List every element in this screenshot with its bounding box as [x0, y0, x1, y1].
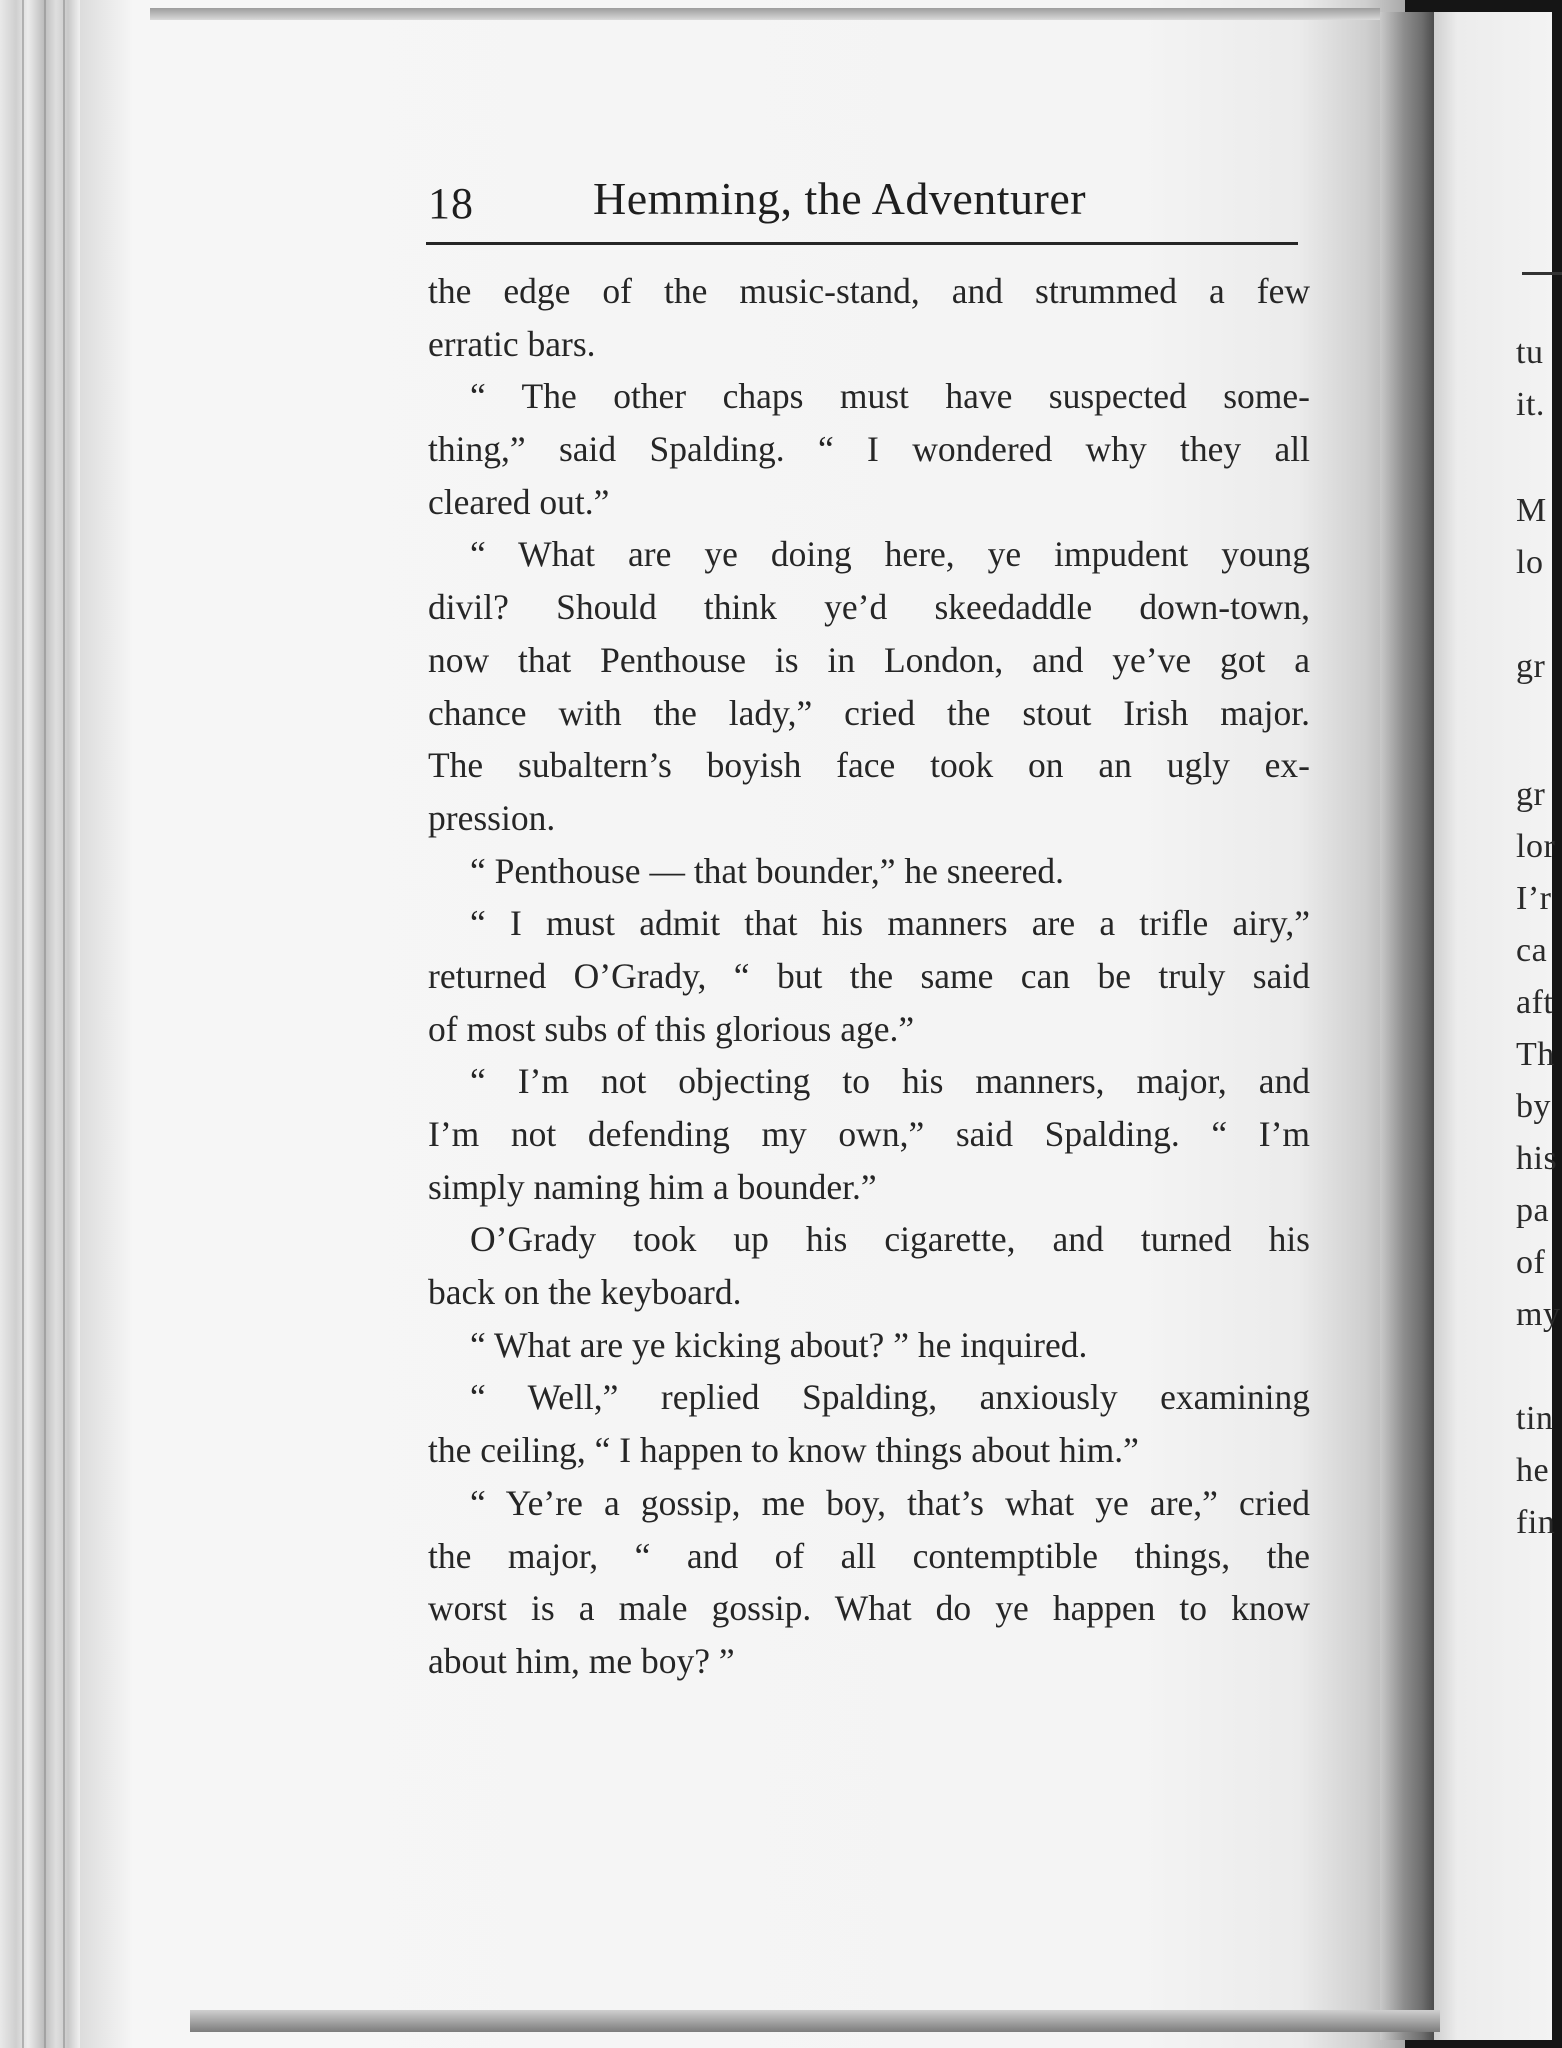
text-line: “ I must admit that his manners are a trifle airy,” [470, 903, 1310, 944]
page-number: 18 [428, 179, 474, 228]
page-bottom-edge [190, 2010, 1440, 2032]
facing-page-fragment: his [1516, 1140, 1558, 1177]
facing-page-fragment: aft [1516, 984, 1554, 1021]
text-line: worst is a male gossip. What do ye happen to know [428, 1588, 1310, 1629]
text-line: now that Penthouse is in London, and ye’ve got a [428, 639, 1310, 680]
body-text [428, 265, 1310, 1688]
text-line: pression. [428, 797, 556, 838]
facing-page-fragment: of [1516, 1244, 1546, 1281]
text-line: back on the keyboard. [428, 1272, 742, 1313]
page-top-edge [150, 8, 1380, 20]
facing-page-fragment: fin [1516, 1504, 1556, 1541]
spine-line [22, 0, 24, 2048]
text-line: erratic bars. [428, 323, 596, 364]
book-spine-edge [0, 0, 80, 2048]
text-line: “ Well,” replied Spalding, anxiously examining [470, 1377, 1310, 1418]
facing-page-fragment: ca [1516, 932, 1548, 969]
facing-page-fragment: tu [1516, 334, 1544, 371]
spine-line [44, 0, 46, 2048]
facing-page-fragment: he [1516, 1452, 1550, 1489]
text-line: the edge of the music-stand, and strummed a few [428, 271, 1310, 311]
text-line: O’Grady took up his cigarette, and turned his [470, 1219, 1310, 1260]
facing-page-fragment: by [1516, 1088, 1551, 1125]
text-line: “ I’m not objecting to his manners, major, and [470, 1061, 1310, 1102]
text-line: simply naming him a bounder.” [428, 1166, 877, 1207]
running-title: Hemming, the Adventurer [593, 173, 1087, 224]
text-line: divil? Should think ye’d skeedaddle down-town, [428, 587, 1310, 628]
header-rule [426, 242, 1298, 245]
text-line: The subaltern’s boyish face took on an ugly ex- [428, 745, 1310, 786]
text-line: cleared out.” [428, 481, 610, 522]
text-line: about him, me boy? ” [428, 1640, 735, 1681]
text-line: chance with the lady,” cried the stout Irish major. [428, 692, 1310, 733]
facing-page-fragment: lor [1516, 828, 1556, 865]
facing-page-fragment: M [1516, 492, 1547, 529]
running-head [428, 173, 1300, 238]
facing-page-fragment: pa [1516, 1192, 1550, 1229]
spine-line [63, 0, 65, 2048]
text-line: “ What are ye kicking about? ” he inquired. [470, 1324, 1088, 1365]
facing-page-fragment: I’r [1516, 880, 1552, 917]
text-line: “ The other chaps must have suspected some- [470, 376, 1310, 417]
text-line: of most subs of this glorious age.” [428, 1008, 915, 1049]
facing-page-fragment: gr [1516, 648, 1546, 685]
facing-page-fragment: tin [1516, 1400, 1554, 1437]
text-line: I’m not defending my own,” said Spalding. “ I’m [428, 1114, 1310, 1154]
text-line: “ What are ye doing here, ye impudent young [470, 534, 1310, 575]
gutter-shadow [1380, 12, 1440, 2040]
facing-page-fragment: gr [1516, 776, 1546, 813]
facing-page-rule [1522, 272, 1562, 275]
facing-page-edge [1434, 12, 1561, 2040]
facing-page-fragment: my [1516, 1296, 1561, 1333]
text-line: the major, “ and of all contemptible things, the [428, 1535, 1310, 1576]
text-line: “ Ye’re a gossip, me boy, that’s what ye are,” cried [470, 1482, 1310, 1523]
text-line: returned O’Grady, “ but the same can be truly said [428, 955, 1310, 996]
facing-page-fragment: Th [1516, 1036, 1555, 1073]
text-line: the ceiling, “ I happen to know things about him.” [428, 1430, 1139, 1471]
facing-page-fragment: lo [1516, 544, 1544, 581]
text-line: “ Penthouse — that bounder,” he sneered. [470, 850, 1065, 891]
text-line: thing,” said Spalding. “ I wondered why they all [428, 429, 1310, 470]
facing-page-fragment: it. [1516, 386, 1545, 423]
